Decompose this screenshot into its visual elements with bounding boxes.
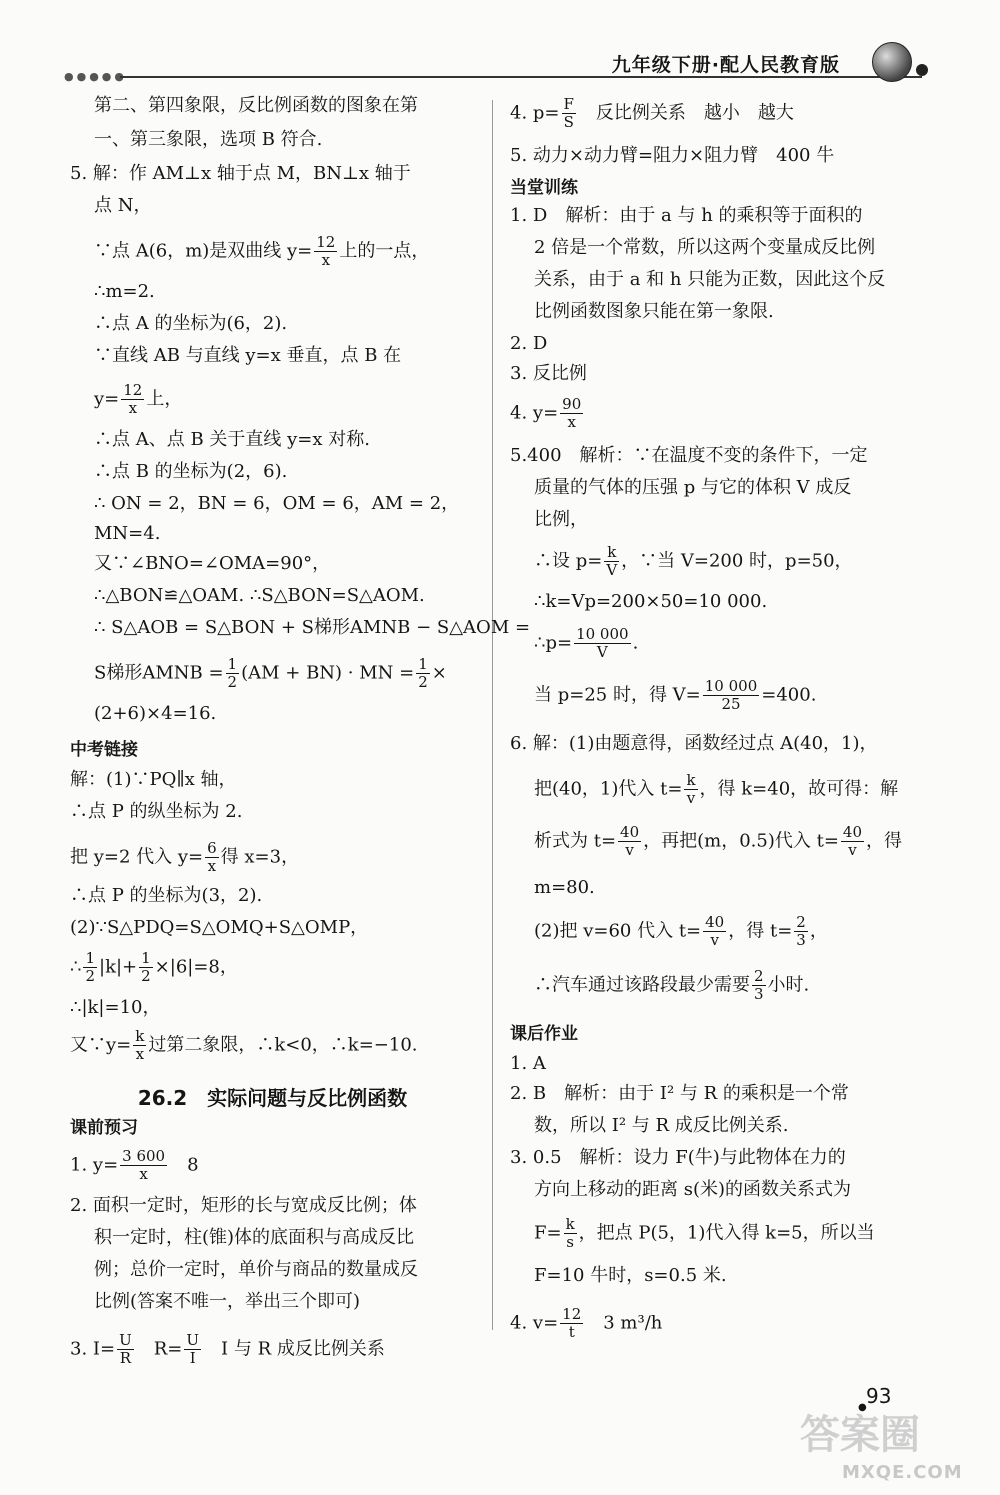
text: (AM + BN) · MN = [241, 662, 415, 684]
numerator: k [686, 771, 696, 789]
denominator: x [128, 399, 138, 417]
text: 8 [169, 1154, 199, 1176]
text-line: F=10 牛时，s=0.5 米. [534, 1265, 727, 1286]
text-line: 5.400 解析：∵在温度不变的条件下，一定 [510, 445, 868, 466]
text: ，得 [866, 830, 903, 852]
text-line [510, 824, 930, 878]
text-line: 例；总价一定时，单价与商品的数量成反 [94, 1259, 418, 1280]
text: 把 y=2 代入 y= [70, 846, 204, 868]
text: S梯形AMNB = [94, 662, 224, 684]
numerator: k [135, 1027, 145, 1045]
text: 3. I= [70, 1338, 116, 1360]
denominator: 25 [721, 695, 741, 713]
text-line: ∴m=2. [94, 281, 155, 302]
text: ， [809, 920, 828, 942]
denominator: I [189, 1349, 196, 1367]
text-line: 1. A [510, 1053, 546, 1074]
text: × [431, 662, 447, 684]
numerator: 40 [620, 823, 640, 841]
numerator: 40 [705, 913, 725, 931]
text-line [70, 840, 475, 886]
numerator: F [563, 95, 574, 113]
text-line [510, 544, 930, 592]
text-line: ∴点 B 的坐标为(2，6). [94, 461, 288, 482]
text: 当 p=25 时，得 V= [534, 684, 701, 706]
fraction [560, 1306, 583, 1341]
text: ∴p= [534, 632, 573, 654]
text: F= [534, 1222, 562, 1244]
text-line: 2. D [510, 333, 548, 354]
page-number: 93 [866, 1384, 892, 1408]
fraction [794, 914, 808, 949]
denominator: x [321, 251, 331, 269]
text-line [510, 96, 930, 146]
fraction [314, 234, 337, 269]
text-line: 解：(1)∵PQ∥x 轴， [70, 769, 237, 790]
numerator: 2 [796, 913, 806, 931]
text-line: 3. 反比例 [510, 363, 587, 384]
denominator: 3 [754, 985, 764, 1003]
fraction [604, 544, 619, 579]
text-line: ∴点 A、点 B 关于直线 y=x 对称. [94, 429, 370, 450]
denominator: t [568, 1323, 575, 1341]
text: 上的一点， [339, 240, 430, 262]
text: (2)把 v=60 代入 t= [534, 920, 702, 942]
text: ∴ [70, 956, 82, 978]
text-line: 比例， [534, 509, 588, 530]
text-line: ∴点 A 的坐标为(6，2). [94, 313, 288, 334]
text-line: 方向上移动的距离 s(米)的函数关系式为 [534, 1179, 852, 1200]
text-line: 质量的气体的压强 p 与它的体积 V 成反 [534, 477, 852, 498]
denominator: S [563, 113, 574, 131]
numerator: k [565, 1215, 575, 1233]
denominator: v [686, 789, 696, 807]
text-line: 6. 解：(1)由题意得，函数经过点 A(40，1)， [510, 733, 878, 754]
page-number-dot: ● [858, 1402, 867, 1413]
denominator: R [119, 1349, 132, 1367]
denominator: 2 [418, 673, 428, 691]
text: 1. y= [70, 1154, 119, 1176]
text-line [70, 1028, 475, 1074]
numerator: 3 600 [122, 1147, 166, 1165]
text: =400. [761, 684, 817, 706]
denominator: x [207, 857, 217, 875]
fraction [133, 1028, 146, 1063]
text-line: ∴点 P 的纵坐标为 2. [70, 801, 243, 822]
fraction [139, 950, 153, 985]
text: y= [94, 388, 120, 410]
text-line: 积一定时，柱(锥)体的底面积与高成反比 [94, 1227, 415, 1248]
denominator: x [135, 1045, 145, 1063]
text: 上， [146, 388, 183, 410]
text: 过第二象限，∴k<0，∴k=−10. [148, 1034, 418, 1056]
denominator: 3 [796, 931, 806, 949]
fraction [121, 382, 144, 417]
numerator: 10 000 [704, 677, 758, 695]
text: 又∵y= [70, 1034, 132, 1056]
text-line: ∴△BON≌△OAM. ∴S△BON=S△AOM. [94, 585, 425, 606]
fraction [205, 840, 219, 875]
text: |k|+ [99, 956, 138, 978]
text-line: ∵直线 AB 与直线 y=x 垂直，点 B 在 [94, 345, 402, 366]
numerator: 40 [842, 823, 863, 841]
numerator: 6 [207, 839, 217, 857]
text-line [510, 396, 930, 446]
numerator: 12 [123, 381, 143, 399]
text-line: ∴ ON = 2，BN = 6，OM = 6，AM = 2， [94, 493, 460, 514]
ball-icon [872, 42, 912, 82]
subsection-heading: 课后作业 [510, 1024, 578, 1044]
fraction [226, 656, 240, 691]
text-line [70, 234, 475, 282]
text: 小时. [767, 974, 810, 996]
fraction [184, 1332, 201, 1367]
text-line: 比例(答案不唯一，举出三个即可) [94, 1291, 361, 1312]
fraction [684, 772, 697, 807]
text: ×|6|=8， [154, 956, 238, 978]
text: R= [135, 1338, 183, 1360]
watermark-url: MXQE.COM [842, 1462, 963, 1483]
text-line: 关系，由于 a 和 h 只能为正数，因此这个反 [534, 269, 886, 290]
text: 反比例关系 越小 越大 [577, 102, 794, 124]
text-line [510, 626, 930, 678]
fraction [703, 914, 726, 949]
text-line [70, 382, 475, 430]
fraction [752, 968, 766, 1003]
fraction [416, 656, 430, 691]
subsection-heading: 中考链接 [70, 740, 138, 760]
text-line: 1. D 解析：由于 a 与 h 的乘积等于面积的 [510, 205, 863, 226]
text: 4. v= [510, 1312, 559, 1334]
fraction [618, 824, 641, 859]
text: 4. p= [510, 102, 560, 124]
numerator: 12 [562, 1305, 582, 1323]
fraction [120, 1148, 167, 1183]
text: ∵点 A(6，m)是双曲线 y= [94, 240, 313, 262]
denominator: V [596, 643, 608, 661]
text-line [510, 968, 930, 1024]
text: 3 m³/h [585, 1312, 663, 1334]
denominator: 2 [85, 967, 95, 985]
right-column [510, 96, 930, 1356]
header-dots: ●●●●● [64, 70, 127, 83]
text-line: 一、第三象限，选项 B 符合. [94, 129, 323, 150]
denominator: V [606, 561, 618, 579]
denominator: x [567, 413, 576, 431]
text-line: 5. 动力×动力臂=阻力×阻力臂 400 牛 [510, 145, 835, 166]
text-line: MN=4. [94, 523, 161, 544]
fraction [83, 950, 97, 985]
numerator: 90 [562, 395, 582, 413]
text-line [70, 656, 475, 704]
text: ，把点 P(5，1)代入得 k=5，所以当 [578, 1222, 875, 1244]
subsection-heading: 课前预习 [70, 1118, 138, 1138]
text: ∴汽车通过该路段最少需要 [534, 974, 750, 996]
text-line: m=80. [534, 877, 595, 898]
text: ，再把(m，0.5)代入 t= [643, 830, 839, 852]
fraction [117, 1332, 134, 1367]
text-line [510, 772, 930, 824]
text-line: 5. 解：作 AM⊥x 轴于点 M，BN⊥x 轴于 [70, 163, 411, 184]
text-line [70, 1332, 475, 1380]
denominator: s [566, 1233, 574, 1251]
fraction [703, 678, 760, 713]
text: ，得 t= [728, 920, 793, 942]
subsection-heading: 当堂训练 [510, 178, 578, 198]
denominator: 2 [141, 967, 151, 985]
text-line [70, 1148, 475, 1196]
column-divider [492, 100, 493, 1330]
text-line: 2. B 解析：由于 I² 与 R 的乘积是一个常 [510, 1083, 849, 1104]
fraction [574, 626, 631, 661]
numerator: 1 [418, 655, 428, 673]
text-line [510, 678, 930, 734]
denominator: 2 [227, 673, 238, 691]
numerator: 2 [754, 967, 764, 985]
numerator: 1 [85, 949, 95, 967]
denominator: v [848, 841, 857, 859]
fraction [564, 1216, 577, 1251]
fraction [560, 396, 583, 431]
fraction [562, 96, 576, 131]
text: ∴设 p= [534, 550, 603, 572]
numerator: 12 [316, 233, 336, 251]
header-title: 九年级下册·配人民教育版 [611, 54, 840, 76]
text-line: (2)∵S△PDQ=S△OMQ+S△OMP， [70, 917, 369, 938]
numerator: U [186, 1331, 200, 1349]
denominator: v [625, 841, 634, 859]
small-ball-icon [916, 64, 928, 76]
text-line: 又∵∠BNO=∠OMA=90°， [94, 553, 331, 574]
denominator: v [710, 931, 719, 949]
text-line: 第二、第四象限，反比例函数的图象在第 [94, 95, 418, 116]
fraction [841, 824, 864, 859]
watermark-logo: 答案圈 [800, 1412, 920, 1458]
text-line: ∴点 P 的坐标为(3，2). [70, 885, 263, 906]
text: I 与 R 成反比例关系 [203, 1338, 385, 1360]
denominator: x [139, 1165, 148, 1183]
numerator: 1 [141, 949, 151, 967]
numerator: k [604, 544, 619, 562]
text-line: 3. 0.5 解析：设力 F(牛)与此物体在力的 [510, 1147, 846, 1168]
text: 把(40，1)代入 t= [534, 778, 683, 800]
text: 4. y= [510, 402, 559, 424]
page-header [0, 0, 1000, 90]
text-line: ∴|k|=10， [70, 997, 161, 1018]
text-line [70, 950, 475, 998]
text-line: 2. 面积一定时，矩形的长与宽成反比例；体 [70, 1195, 417, 1216]
text: 得 x=3， [220, 846, 300, 868]
text-line: 比例函数图象只能在第一象限. [534, 301, 774, 322]
numerator: 10 000 [576, 625, 629, 643]
text-line: ∴ S△AOB = S△BON + S梯形AMNB − S△AOM = [94, 617, 531, 638]
section-title: 26.2 实际问题与反比例函数 [137, 1086, 408, 1110]
text-line [510, 914, 930, 968]
text-line: (2+6)×4=16. [94, 703, 217, 724]
text: ，得 k=40，故可得：解 [699, 778, 899, 800]
text: 析式为 t= [534, 830, 617, 852]
numerator: 1 [227, 655, 238, 673]
text: ，∵当 V=200 时，p=50， [621, 550, 853, 572]
text-line: 数，所以 I² 与 R 成反比例关系. [534, 1115, 789, 1136]
numerator: U [119, 1331, 132, 1349]
text: . [632, 632, 639, 654]
text-line: 点 N， [94, 195, 152, 216]
text-line: ∴k=Vp=200×50=10 000. [534, 591, 768, 612]
text-line [510, 1306, 930, 1356]
text-line: 2 倍是一个常数，所以这两个变量成反比例 [534, 237, 876, 258]
text-line [510, 1216, 930, 1266]
